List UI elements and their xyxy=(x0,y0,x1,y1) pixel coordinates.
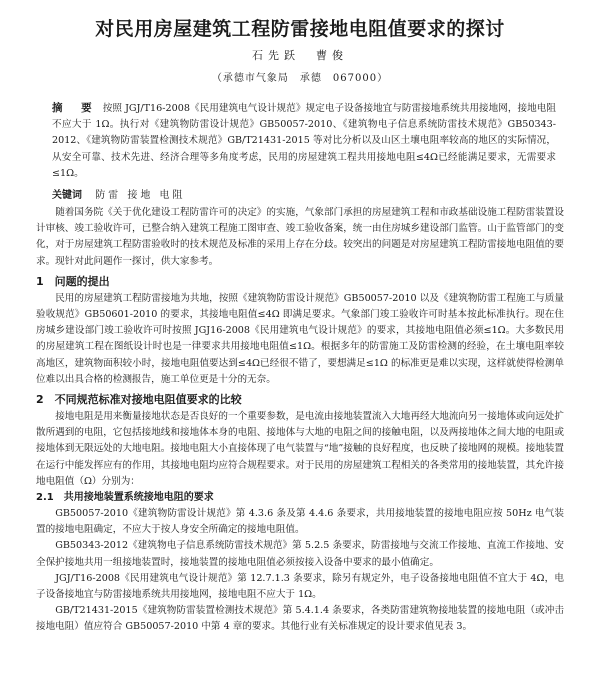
keywords xyxy=(52,186,564,201)
paper-title: 对民用房屋建筑工程防雷接地电阻值要求的探讨 xyxy=(95,18,505,40)
keywords-label: 关键词 xyxy=(52,190,82,202)
abstract-label: 摘 要 xyxy=(52,102,96,114)
subsection-2-1-paragraph-3: JGJ/T16-2008《民用建筑电气设计规范》第 12.7.1.3 条要求，除另有规定外，电子设备接地电阻值不宜大于 4Ω，电子设备接地宜与防雷接地系统共用接地网，接地电阻不应大于 1Ω。 xyxy=(36,572,564,601)
intro-paragraph: 随着国务院《关于优化建设工程防雷许可的决定》的实施，气象部门承担的房屋建筑工程和市政基础设施工程防雷装置设计审核、竣工验收许可，已整合纳入建筑工程施工图审查、竣工验收备案，统一由住房城乡建设部门监管。山于监管部门的变化，对于房屋建筑工程防雷验收时的技术规范及标准的采用上存在分歧。较突出的问题是对房屋建筑工程防雷接地电阻值的要求。现针对此问题作一探讨，供大家参考。 xyxy=(36,207,564,267)
section-1-paragraph: 民用的房屋建筑工程防雷接地为共地，按照《建筑物防雷设计规范》GB50057-2010 以及《建筑物防雷工程施工与质量验收规范》GB50601-2010 的要求，其接地电阻值≤4Ω 即满足要求。气象部门竣工验收许可时基本按此标准执行。现在住房城乡建设部门竣工验收许可时按照 JGJ16-2008《民用建筑电气设计规范》的要求，其接地电阻值必须≤1Ω。大多数民用的房屋建筑工程在图纸设计时也是一律要求共用接地电阻值≤1Ω。根据多年的防雷施工及防雷检测的经验，在土壤电阻率较高地区，建筑物面积较小时，接地电阻值要达到≤4Ω已经很不错了，要想满足≤1Ω 的标准更是难以实现，这样就使得检测单位难以出具合格的检测报告，施工单位更是十分的无奈。 xyxy=(36,292,564,385)
subsection-2-1-paragraph-1: GB50057-2010《建筑物防雷设计规范》第 4.3.6 条及第 4.4.6 条要求，共用接地装置的接地电阻应按 50Hz 电气装置的接地电阻确定，不应大于按人身安全所确定的接地电阻值。 xyxy=(36,508,564,536)
subsection-2-1-heading: 2.1 共用接地装置系统接地电阻的要求 xyxy=(36,492,214,504)
subsection-2-1-paragraph-2: GB50343-2012《建筑物电子信息系统防雷技术规范》第 5.2.5 条要求，防雷接地与交流工作接地、直流工作接地、安全保护接地共用一组接地装置时，接地装置的接地电阻值必须按接入设备中要求的最小值确定。 xyxy=(36,540,564,568)
paper-authors: 石先跃 曹俊 xyxy=(252,49,348,62)
section-1-heading: 1 问题的提出 xyxy=(36,274,110,288)
abstract-text: 按照 JGJ/T16-2008《民用建筑电气设计规范》规定电子设备接地宜与防雷接地系统共用接地网，接地电阻不应大于 1Ω。执行对《建筑物防雷设计规范》GB50057-2010、《建筑物电子信息系统防雷技术规范》GB50343-2012、《建筑物防雷装置检测技术规范》GB/T21431-2015 等对比分析以及山区土壤电阻率较高的地区的实际情况，从安全可靠、技术先进、经济合理等多角度考虑，民用的房屋建筑工程共用接地电阻≤4Ω已经能满足要求，无需要求≤1Ω。 xyxy=(52,103,556,179)
paper-affiliation: （承德市气象局 承德 067000） xyxy=(211,73,389,84)
subsection-2-1-paragraph-4: GB/T21431-2015《建筑物防雷装置检测技术规范》第 5.4.1.4 条要求，各类防雷建筑物接地装置的接地电阻（或冲击接地电阻）值应符合 GB50057-2010 中第 4 章的要求。其他行业有关标准规定的设计要求值见表 3。 xyxy=(36,605,564,633)
abstract xyxy=(52,100,556,182)
section-2-paragraph: 接地电阻是用来衡量接地状态是否良好的一个重要参数，是电流由接地装置流入大地再经大地流向另一接地体或向远处扩散所遇到的电阻，它包括接地线和接地体本身的电阻、接地体与大地的电阻之间的接触电阻，以及两接地体之间大地的电阻或接地体到无限远处的大地电阻。接地电阻大小直接体现了电气装置与“地”接触的良好程度，也反映了接地网的规模。接地装置在运行中能发挥应有的作用，其接地电阻均应符合规程要求。对于民用的房屋建筑工程相关的各类常用的接地装置，其允许接地电阻值（Ω）分别为： xyxy=(36,411,564,487)
keywords-list: 防雷 接地 电阻 xyxy=(95,190,186,202)
section-2-heading: 2 不同规范标准对接地电阻值要求的比较 xyxy=(36,393,242,407)
